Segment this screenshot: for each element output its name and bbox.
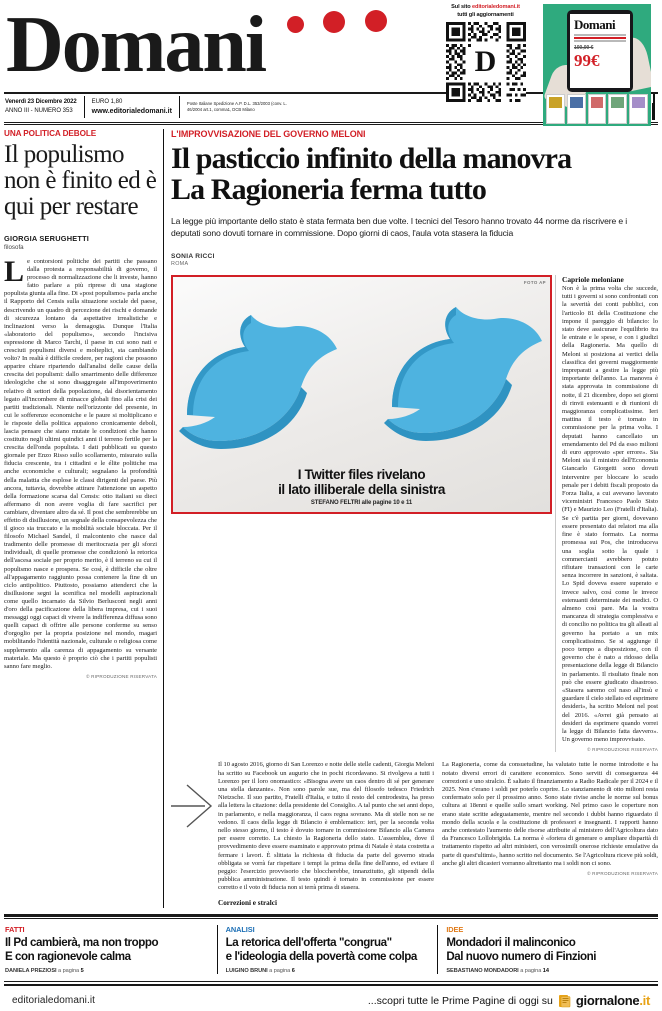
teaser-title[interactable] xyxy=(446,936,650,963)
magazine-cover xyxy=(546,94,565,124)
footer-brand[interactable] xyxy=(576,993,650,1008)
cover-price: EURO 1,80 xyxy=(91,99,123,105)
legal-notice: Poste Italiane Spedizione A.P. D.L. 353/2003 (conv. L. 46/2004 art.1, comma1, DCB Milano xyxy=(186,101,287,112)
teaser-author: SEBASTIANO MONDADORI xyxy=(446,968,519,975)
teaser-top-rules xyxy=(4,914,658,919)
teaser-page-label: a pagina xyxy=(58,968,80,975)
teaser-author: DANIELA PREZIOSI xyxy=(5,968,57,975)
side-article-credit: © RIPRODUZIONE RISERVATA xyxy=(587,747,658,753)
footer-promo-text: ...scopri tutte le Prime Pagine di oggi su xyxy=(367,994,553,1007)
teaser-page-label: a pagina xyxy=(269,968,291,975)
teaser-title-line-1: Mondadori il malinconico xyxy=(446,936,576,950)
story-column-1 xyxy=(218,761,442,908)
main-headline-line-2: La Ragioneria ferma tutto xyxy=(171,173,486,206)
qr-promo-block xyxy=(434,4,537,126)
arrow-graphic-cell xyxy=(171,761,218,908)
qr-caption-line2: tutti gli aggiornamenti xyxy=(457,11,514,18)
teaser-page-number: 6 xyxy=(291,968,295,975)
content-area xyxy=(4,129,658,908)
ad-price: 99€ xyxy=(574,50,600,70)
masthead xyxy=(0,0,662,92)
magazine-cover xyxy=(629,94,648,124)
story-body-1: Il 10 agosto 2016, giorno di San Lorenzo e notte delle stelle cadenti, Giorgia Meloni ha scritto su Facebook un augurio che in pochi ricordavano. Si rivolgeva a tutti i Lorenzo per il loro onomastico: «Bisogna avere un caos dentro di sé per generare una stella danzante». Non sono parole sue, ma del filosofo tedesco Friedrich Nietzsche. Il suo partito, Fratelli d'Italia, e tutto il resto del centrodestra, ha preso alla lettera la citazione: della presidente del Consiglio. A tal punto che sei anni dopo, in parlamento, e nella maggioranza, il caos regna sovrano. Ma di stelle non se ne vedono. Il caos della legge di Bilancio è emblematico: ieri, per la seconda volta nello stesso giorno, il testo è dovuto tornare in commissione Bilancio alla Camera per essere corretto. La chiesto la Ragioneria dello stato. L'assemblea, dove il provvedimento deve essere esaminato e approvato prima di Natale è stata costretta a fermare i lavori. È slittata la richiesta di fiducia da parte del governo strada obbligata se vorrà far rispettare i tempi la prima della fine dell'anno, ed evitare il peggio: l'esercizio provvisorio che bloccherebbe, innanzitutto, gli stipendi della pubblica amministrazione. Il testo quindi è tornato in commissione per essere corretto e il voto di fiducia non si terrà prima di stasera. xyxy=(218,761,434,892)
teaser-analisi[interactable] xyxy=(217,925,438,974)
qr-caption-site: editorialedomani.it xyxy=(472,4,520,10)
date-block xyxy=(4,98,84,116)
story-columns-row xyxy=(171,761,658,908)
teaser-kicker: FATTI xyxy=(5,925,25,935)
ad-logo: Domani xyxy=(574,17,616,32)
qr-caption xyxy=(434,4,537,19)
qr-caption-plain: Sul sito xyxy=(451,4,472,10)
side-article-head: Capriole meloniane xyxy=(562,275,624,284)
twitter-bird-svg-right xyxy=(372,299,552,459)
teaser-byline xyxy=(5,968,209,974)
teaser-page-number: 14 xyxy=(542,968,549,975)
photo-caption-line-1: I Twitter files rivelano xyxy=(297,467,426,482)
newspaper-logo: Domani xyxy=(6,1,266,89)
masthead-promo xyxy=(434,2,658,126)
teaser-byline xyxy=(226,968,430,974)
main-article-kicker: L'IMPROVVISAZIONE DEL GOVERNO MELONI xyxy=(171,129,366,139)
teaser-kicker: ANALISI xyxy=(225,925,255,935)
arrow-right-icon xyxy=(171,783,215,829)
teaser-byline xyxy=(446,968,650,974)
qr-code[interactable] xyxy=(446,22,526,102)
logo-dots-decoration xyxy=(287,10,407,36)
rule-thin xyxy=(4,918,658,919)
page-footer xyxy=(4,986,658,1008)
bottom-teasers xyxy=(4,925,658,974)
teaser-title[interactable] xyxy=(5,936,209,963)
subscription-ad-box[interactable] xyxy=(543,4,651,126)
rule-thin xyxy=(4,981,658,982)
logo-dot-3 xyxy=(365,10,387,32)
teaser-title-line-1: Il Pd cambierà, ma non troppo xyxy=(5,936,159,950)
footer-site-url[interactable]: editorialedomani.it xyxy=(12,995,96,1007)
twitter-bird-svg-left xyxy=(171,307,357,467)
photo-and-side-row xyxy=(171,275,658,752)
publication-date: Venerdì 23 Dicembre 2022 xyxy=(5,99,77,105)
rule-thick xyxy=(4,914,658,917)
footer-brand-tld: .it xyxy=(639,993,650,1009)
main-article-headline[interactable] xyxy=(171,143,658,205)
qr-center-letter: D xyxy=(474,45,497,78)
side-article-body: Non è la prima volta che succede, tutti i governi si sono confrontati con la severità dei conti pubblici, con l'articolo 81 della Costituzione che impone il pareggio di bilancio: lo stato deve assicurare l'equilibrio tra le entrate e le spese, e con i giudizi della Ragioneria. Ma quello di Meloni si posiziona ai vertici della classifica dei governi maggiormente impreparati a gestire la legge più importante dell'anno. La manovra è stata approvata in commissione di notte, il 21 dicembre, dopo sei giorni di rinvii estenuanti e di riunioni di maggioranza complicatissime. Ieri mattina il testo è tornato in commissione per la prima volta. I deputati hanno cancellato un emendamento del Pd da esso milioni di euro approvato «per errore». Sia Meloni sia il ministro dell'Economia Giancarlo Giorgetti sono dovuti intervenire per bloccare lo scudo penale per i debiti fiscali proposto da Forza Italia, a cui avevano lavorato viceministri Francesco Paolo Sisto (FI) e Maurizio Leo (Fratelli d'Italia). Se c'è partita per giorni, dovevano essere presentato dai relatori ma alla fine è stato formato. La norma promessa sui Pos, che introduceva una soglia sotto la quale i commercianti avrebbero potuto rifiutare transazioni con le carte senza incorrere in sanzioni, è saltata. Lo Spid doveva essere superato e invece salvo, così come le invece estenuanti determinate dei medici. O almeno così pare. Ma la vostra mancanza di strategia complessiva e di concilio no politica tra gli alleati al governo ha portato a un mix complicatissimo. Se si aggiunge il poco tempo a disposizione, con il governo che è nato a ridosso della presentazione della legge di Bilancio in parlamento. Il risultato finale non può che essere giudicato disastroso. «Stasera saremo col naso all'insù e guardare il cielo stellato ed esprimere desideri», ha scritto Meloni nel post del 2016. «Avrei già pensato ai desideri da esprimere quando vorrei la legge di Bilancio fatta davvero». Un governo meno improvvisato. xyxy=(562,285,658,744)
footer-promo xyxy=(368,993,650,1008)
masthead-logo-area xyxy=(4,2,434,94)
left-article-kicker: UNA POLITICA DEBOLE xyxy=(4,129,97,138)
left-article-author: GIORGIA SERUGHETTI xyxy=(4,234,90,243)
photo-credit: FOTO AP xyxy=(523,280,546,285)
tablet-screen xyxy=(570,14,630,88)
issue-number: ANNO III - NUMERO 353 xyxy=(5,108,73,114)
footer-brand-name: giornalone xyxy=(575,993,640,1009)
main-story-column xyxy=(164,129,658,908)
newspaper-stack-icon xyxy=(558,994,571,1008)
teaser-title-line-2: E con ragionevole calma xyxy=(5,949,131,963)
teaser-idee[interactable] xyxy=(437,925,658,974)
lead-photo[interactable] xyxy=(171,275,552,514)
main-article-author: SONIA RICCI xyxy=(171,253,215,260)
magazine-cover xyxy=(567,94,586,124)
teaser-fatti[interactable] xyxy=(4,925,217,974)
ad-line xyxy=(574,40,626,42)
teaser-kicker: IDEE xyxy=(446,925,464,935)
website-url[interactable]: www.editorialedomani.it xyxy=(91,108,172,115)
teaser-title-line-1: La retorica dell'offerta "congrua" xyxy=(225,936,392,950)
story-column-2 xyxy=(442,761,658,908)
teaser-title[interactable] xyxy=(226,936,430,963)
ad-text-lines xyxy=(574,34,626,42)
left-opinion-column xyxy=(4,129,164,908)
left-article-credit: © RIPRODUZIONE RISERVATA xyxy=(86,673,157,679)
twitter-bird-logo-left xyxy=(171,307,357,467)
price-block xyxy=(85,98,179,116)
teaser-page-number: 5 xyxy=(80,968,84,975)
main-article-place: ROMA xyxy=(171,261,189,267)
teaser-page-label: a pagina xyxy=(520,968,542,975)
photo-caption-byline[interactable]: STEFANO FELTRI alle pagine 10 e 11 xyxy=(310,500,413,506)
logo-dot-2 xyxy=(323,11,345,33)
main-article-deck: La legge più importante dello stato è stata fermata ben due volte. I tecnici del Tesoro hanno trovato 44 norme da riscrivere e i deputati sono dovuti tornare in commissione. Dopo giorni di caos, l'aula vota stasera la fiducia xyxy=(171,216,627,238)
story-body-2: La Ragioneria, come da consuetudine, ha valutato tutte le norme introdotte e ha notato diversi errori di carattere economico. Sono serviti di conseguenza 44 correzioni e uno stralcio. È saltato il finanziamento a Radio Radicale per il 2024 e il 2025. Non c'erano i soldi per poterlo coprire. Lo stanziamento di otto milioni resta confermato solo per il prossimo anno. Sono state rivise anche le norme sul bonus cultura ai 18enni e quelle sullo smart working. Nel primo caso le coperture non erano state scritte adeguatamente, mentre nel secondo i dubbi hanno riguardato il mondo della scuola e la costituzione di professori e insegnanti. I rapporti hanno anche contestato l'aumento delle risorse attribuite al ministero dell'Agricoltura dato da Francesco Lollobrigida. La norma è «foriera di generare o ampliare disparità di trattamento rispetto ad altri ministeri, con verosimili onerose richieste emulative da parte di quest'ultimi», hanno scritto nel documento. Se l'Agricoltura riceve più soldi, anche gli altri dicasteri vorranno altrettanto ma i soldi non ci sono. xyxy=(442,761,658,867)
left-article-body: Le contorsioni politiche dei partiti che passano dalla protesta a responsabilità di governo, il processo di normalizzazione che li investe, hanno fatto parlare a più riprese di una stagione populista giunta alla fine. Di «post populismo» parla anche il Rapporto del Censis sulla situazione sociale del paese, descrivendo un quadro di percezione dei rischi e domande di sicurezza lontano da aspettative irrealistiche e inclinazioni verso la demagogia. Dunque l'Italia «laboratorio del populismo», secondo l'incisiva espressione di Marco Tarchi, il paese in cui sono nati e cresciuti populismi diversi e molteplici, sta cambiando volto? In realtà è difficile credere, per ragioni che possono apparire chiare ripartendo dall'analisi delle cause della crescita dei populismi: dallo smarrimento delle differenze ideologiche che si sono disaggregate all'impoverimento relativo di settori della popolazione, dal disorientamento legato all'incombere di minacce globali fino alla crisi dei partiti tradizionali. Niente nell'orizzonte del presente, in cui le sofferenze economiche e le paure si moltiplicano e le risposte della politica appaiono cronicamente deboli, lascia pensare che siano mutate le condizioni che hanno costituito negli ultimi quindici anni il terreno fertile per la crescita dell'onda populista. I dati pubblicati su questo giornale per Enzo Risso sullo scollamento, misurato sulla fiducia crescente, tra i cittadini e le élite politiche ma anche economiche e culturali; segnalano la profondità della malattia che esplose le classi dirigenti del paese. Più ancora, tuttavia, dovrebbe attirare l'attenzione un aspetto della formazione scarsa dal Censis: otto italiani su dieci affermano di non avere voglia di fare sacrifici per cambiare, diventare altro da sé. Il post che sembrerebbe un effetto di disillusione, un segnale della consapevolezza che il gioco sia truccato e la mobilità sociale bloccata. Per il filosofo Michael Sandel, il malcontento che nasce dal tradimento delle promesse di meritocrazia per gli sforzi individuali, di quelle promesse che condizionò la retorica dell'ascesa sociale per proprio merito, è il terreno su cui il populismo nasce e prospera. Se così, è difficile che oltre all'appagamento raggiunto possa contenere la fine di un ciclo antipolitico. Piuttosto, possiamo attenderci che la disillusione segni la scenifica nel modelli aspirazionali come quello incarnato da Silvio Berlusconi negli anni d'oro della pacificazione della libera impresa, cui i suoi messaggi oggi capaci di vivere la indifferenza diffusa sono quelli capaci di offrire alle persone conferme su senso d'orgoglio per la propria posizione nel mondo, magari mobilitando l'identità nazionale, culturale o religiosa come supplemento alla carenza di appagamento su versante materiale. Ma questo è proprio ciò che i partiti populisti sanno fare meglio. xyxy=(4,255,157,670)
magazine-cover xyxy=(608,94,627,124)
main-headline-line-1: Il pasticcio infinito della manovra xyxy=(171,142,572,175)
ad-line xyxy=(574,34,626,36)
tablet-illustration xyxy=(567,10,633,92)
magazine-cover xyxy=(588,94,607,124)
left-article-headline[interactable]: Il populismo non è finito ed è qui per restare xyxy=(4,141,157,220)
magazine-covers-strip xyxy=(546,94,648,124)
twitter-bird-logo-right xyxy=(372,299,552,459)
teaser-author: LUIGINO BRUNI xyxy=(225,968,268,975)
left-article-role: filosofa xyxy=(4,244,24,251)
story-subhead: Correzioni e stralci xyxy=(218,898,277,907)
photo-caption-line-2: il lato illiberale della sinistra xyxy=(278,482,445,497)
logo-dot-1 xyxy=(287,16,304,33)
side-article-column xyxy=(555,275,658,752)
newspaper-stack-svg xyxy=(558,994,571,1008)
story-credit: © RIPRODUZIONE RISERVATA xyxy=(587,871,658,877)
teaser-title-line-2: Dal nuovo numero di Finzioni xyxy=(446,949,597,963)
photo-column xyxy=(171,275,555,752)
left-article-byline xyxy=(4,234,157,251)
ad-line xyxy=(574,37,626,39)
photo-caption-overlay xyxy=(173,467,550,506)
teaser-title-line-2: e l'ideologia della povertà come colpa xyxy=(225,949,417,963)
ad-old-price: 199,99 € xyxy=(574,44,594,51)
main-article-byline xyxy=(171,253,658,267)
